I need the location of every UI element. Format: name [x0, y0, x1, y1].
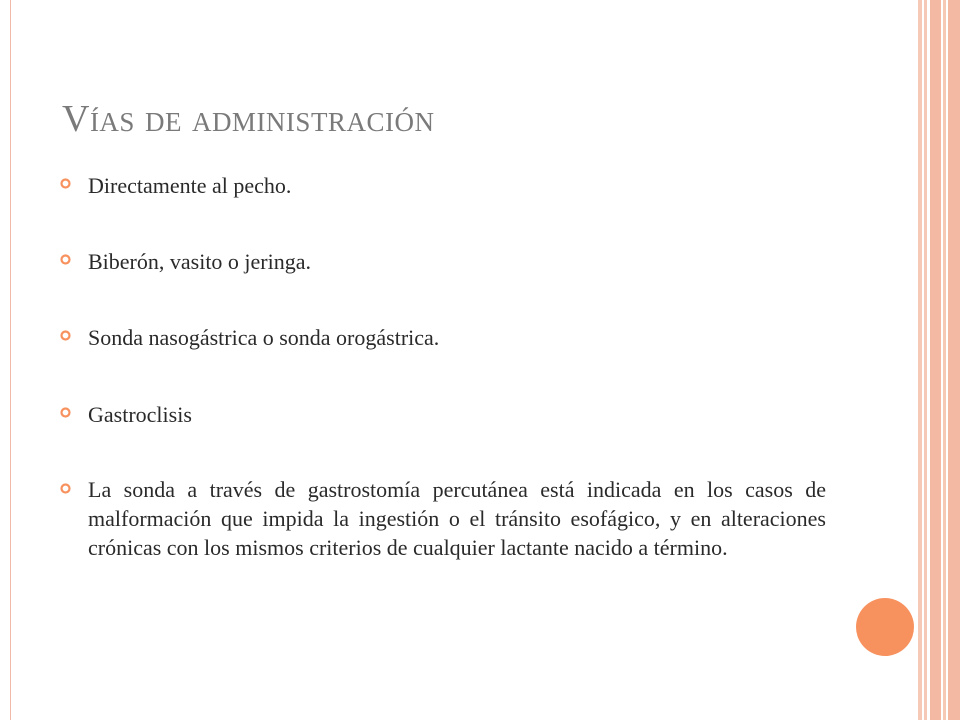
- accent-circle-decoration: [856, 598, 914, 656]
- bullet-list: [60, 170, 826, 607]
- orange-ring-icon: [60, 330, 71, 341]
- bullet-text: Biberón, vasito o jeringa.: [88, 249, 312, 275]
- right-stripes-decoration: [918, 0, 960, 720]
- stripe: [948, 0, 960, 720]
- bullet-item: [60, 399, 826, 430]
- bullet-item: [60, 475, 826, 562]
- bullet-text: La sonda a través de gastrostomía percutánea está indicada en los casos de malformación que impida la ingestión o el tránsito esofágico, y en alteraciones crónicas con los mismos criterios de cualquier lactante nacido a término.: [88, 476, 826, 560]
- bullet-item: [60, 170, 826, 201]
- stripe: [918, 0, 922, 720]
- stripe: [930, 0, 941, 720]
- bullet-text: Directamente al pecho.: [88, 173, 292, 198]
- orange-ring-icon: [60, 483, 71, 494]
- orange-ring-icon: [60, 407, 71, 418]
- slide-title: Vías de administración: [62, 98, 435, 140]
- bullet-text: Gastroclisis: [88, 401, 192, 427]
- bullet-item: [60, 246, 826, 277]
- bullet-item: [60, 322, 826, 353]
- orange-ring-icon: [60, 254, 71, 265]
- bullet-text: Sonda nasogástrica o sonda orogástrica.: [88, 325, 440, 351]
- stripe: [943, 0, 946, 720]
- left-border-decoration: [0, 0, 11, 720]
- stripe: [924, 0, 927, 720]
- orange-ring-icon: [60, 178, 71, 189]
